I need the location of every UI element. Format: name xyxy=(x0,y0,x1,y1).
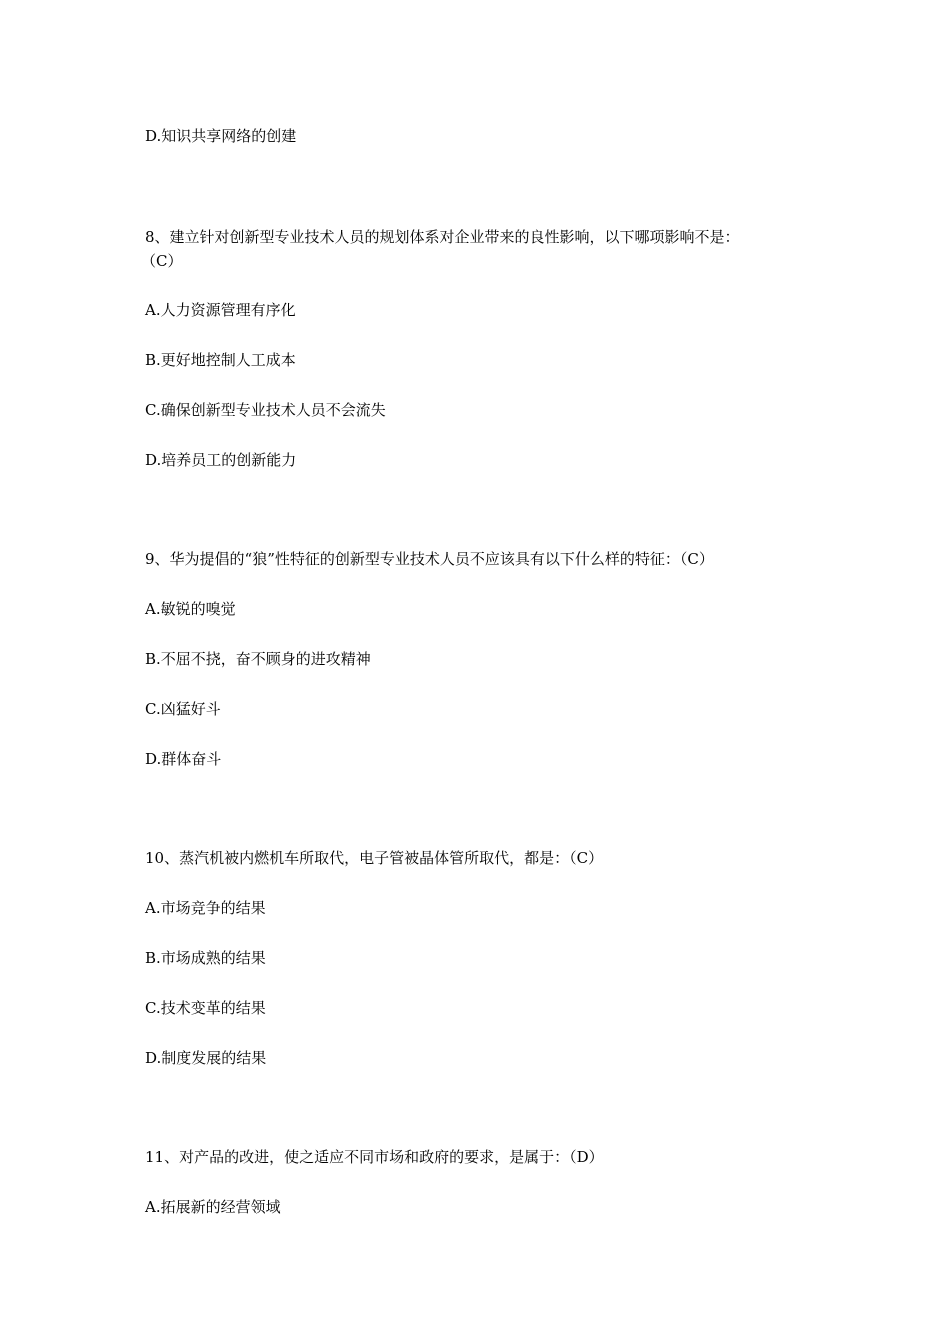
question-10-option-d: D.制度发展的结果 xyxy=(145,1049,267,1067)
question-9-option-d: D.群体奋斗 xyxy=(145,750,222,768)
question-11-stem: 11、对产品的改进，使之适应不同市场和政府的要求，是属于：（D） xyxy=(145,1148,604,1166)
question-8-option-a: A.人力资源管理有序化 xyxy=(145,301,296,319)
question-11-option-a: A.拓展新的经营领域 xyxy=(145,1198,281,1216)
question-8-option-b: B.更好地控制人工成本 xyxy=(145,351,296,369)
option-d-prev-question: D.知识共享网络的创建 xyxy=(145,127,297,145)
question-9-option-a: A.敏锐的嗅觉 xyxy=(145,600,236,618)
question-8-option-c: C.确保创新型专业技术人员不会流失 xyxy=(145,401,386,419)
question-10-option-b: B.市场成熟的结果 xyxy=(145,949,266,967)
question-10-option-a: A.市场竞争的结果 xyxy=(145,899,266,917)
question-9-option-c: C.凶猛好斗 xyxy=(145,700,221,718)
question-10-option-c: C.技术变革的结果 xyxy=(145,999,266,1017)
question-9-stem: 9、华为提倡的“狼”性特征的创新型专业技术人员不应该具有以下什么样的特征：（C） xyxy=(145,550,714,568)
question-8-option-d: D.培养员工的创新能力 xyxy=(145,451,297,469)
question-10-stem: 10、蒸汽机被内燃机车所取代，电子管被晶体管所取代，都是：（C） xyxy=(145,849,604,867)
question-9-option-b: B.不屈不挠，奋不顾身的进攻精神 xyxy=(145,650,371,668)
question-8-stem: 8、建立针对创新型专业技术人员的规划体系对企业带来的良性影响，以下哪项影响不是： xyxy=(145,228,740,246)
question-8-answer: （C） xyxy=(141,252,183,270)
